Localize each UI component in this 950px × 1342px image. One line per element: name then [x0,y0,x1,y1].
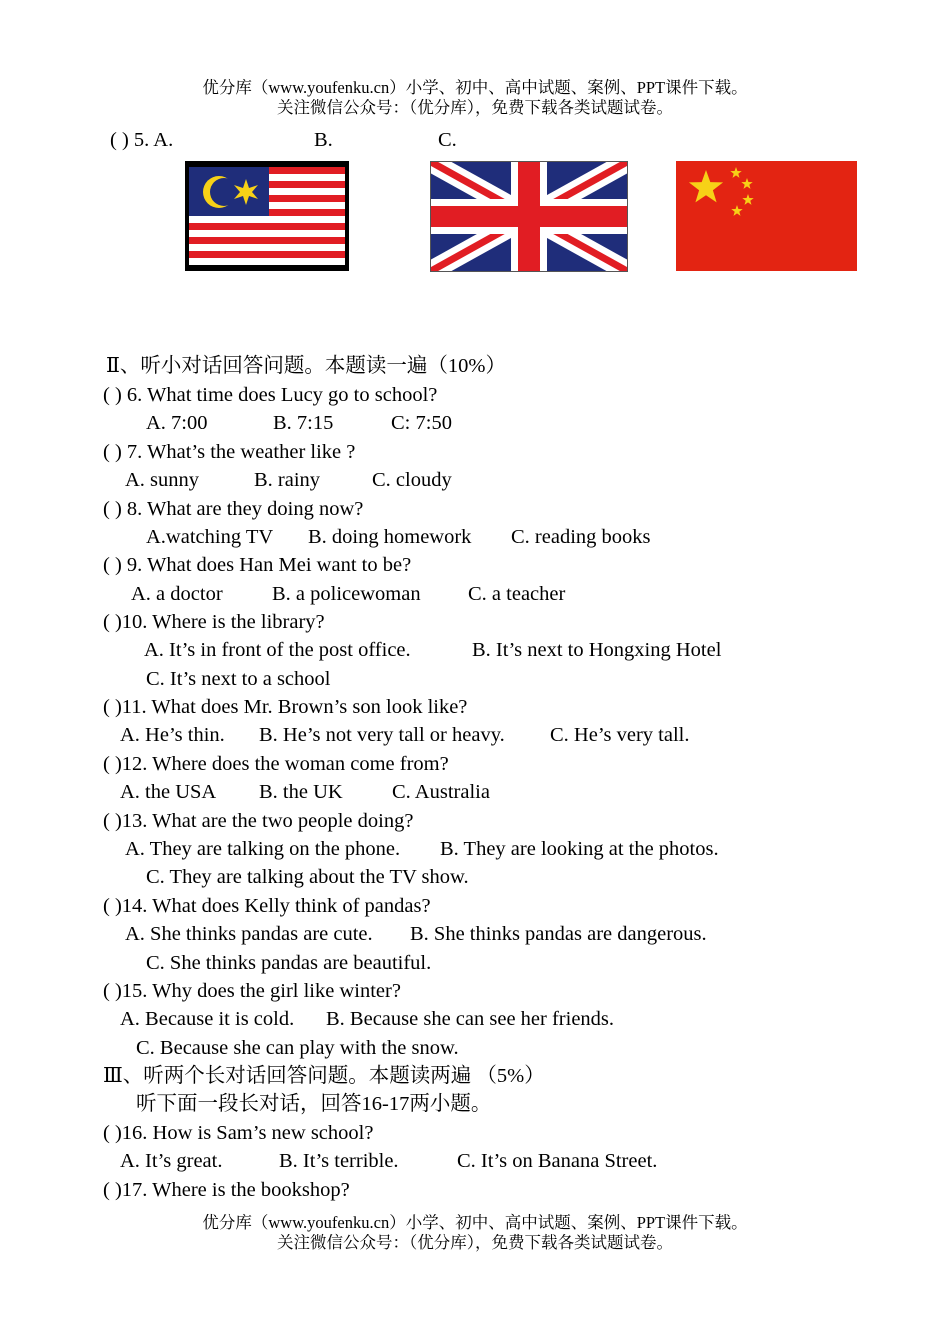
q14-option-b: B. She thinks pandas are dangerous. [410,923,707,945]
q13-option-c: C. They are talking about the TV show. [146,866,469,888]
q8-option-c: C. reading books [511,526,651,548]
q7-option-b: B. rainy [254,469,321,491]
page-footer-line2: 关注微信公众号：（优分库），免费下载各类试题试卷。 [277,1233,673,1252]
section3-intro: 听下面一段长对话，回答16-17两小题。 [136,1093,492,1115]
q11-option-b: B. He’s not very tall or heavy. [259,724,505,746]
q8-option-b: B. doing homework [308,526,472,548]
q16-option-c: C. It’s on Banana Street. [457,1150,658,1172]
q6-option-b: B. 7:15 [273,412,334,434]
q12-option-b: B. the UK [259,781,343,803]
q11-option-a: A. He’s thin. [120,724,225,746]
q15-option-a: A. Because it is cold. [120,1008,295,1030]
q14-option-c: C. She thinks pandas are beautiful. [146,952,432,974]
malaysia-flag [185,161,349,271]
q15-option-c: C. Because she can play with the snow. [136,1037,459,1059]
q5-stem: ( ) 5. A. [110,129,174,151]
q7-stem: ( ) 7. What’s the weather like ? [103,441,356,463]
q8-stem: ( ) 8. What are they doing now? [103,498,364,520]
page-footer-line1: 优分库（www.youfenku.cn）小学、初中、高中试题、案例、PPT课件下载。 [202,1213,748,1232]
q16-stem: ( )16. How is Sam’s new school? [103,1122,374,1144]
q5-option-b-label: B. [314,129,333,151]
q12-option-a: A. the USA [120,781,217,803]
q10-option-b: B. It’s next to Hongxing Hotel [472,639,722,661]
q16-option-b: B. It’s terrible. [279,1150,399,1172]
q12-option-c: C. Australia [392,781,490,803]
q15-option-b: B. Because she can see her friends. [326,1008,615,1030]
q14-option-a: A. She thinks pandas are cute. [125,923,373,945]
q15-stem: ( )15. Why does the girl like winter? [103,980,401,1002]
q9-stem: ( ) 9. What does Han Mei want to be? [103,554,412,576]
q6-option-c: C: 7:50 [391,412,452,434]
q16-option-a: A. It’s great. [120,1150,223,1172]
q10-stem: ( )10. Where is the library? [103,611,325,633]
q7-option-c: C. cloudy [372,469,452,491]
q13-option-a: A. They are talking on the phone. [125,838,401,860]
q11-option-c: C. He’s very tall. [550,724,690,746]
q7-option-a: A. sunny [125,469,200,491]
q13-stem: ( )13. What are the two people doing? [103,810,414,832]
q10-option-a: A. It’s in front of the post office. [144,639,411,661]
q17-stem: ( )17. Where is the bookshop? [103,1179,350,1201]
q9-option-a: A. a doctor [131,583,223,605]
q14-stem: ( )14. What does Kelly think of pandas? [103,895,431,917]
section2-title: Ⅱ、听小对话回答问题。本题读一遍（10%） [106,355,507,377]
q9-option-c: C. a teacher [468,583,566,605]
q11-stem: ( )11. What does Mr. Brown’s son look like? [103,696,468,718]
q9-option-b: B. a policewoman [272,583,421,605]
q12-stem: ( )12. Where does the woman come from? [103,753,449,775]
page-header-line1: 优分库（www.youfenku.cn）小学、初中、高中试题、案例、PPT课件下载。 [202,78,748,97]
uk-flag [430,161,628,272]
q6-option-a: A. 7:00 [146,412,208,434]
q6-stem: ( ) 6. What time does Lucy go to school? [103,384,438,406]
q13-option-b: B. They are looking at the photos. [440,838,719,860]
q10-option-c: C. It’s next to a school [146,668,331,690]
section3-title: Ⅲ、听两个长对话回答问题。本题读两遍 （5%） [103,1065,545,1087]
q5-option-c-label: C. [438,129,457,151]
q8-option-a: A.watching TV [146,526,274,548]
page-header-line2: 关注微信公众号：（优分库），免费下载各类试题试卷。 [277,98,673,117]
china-flag [676,161,857,271]
